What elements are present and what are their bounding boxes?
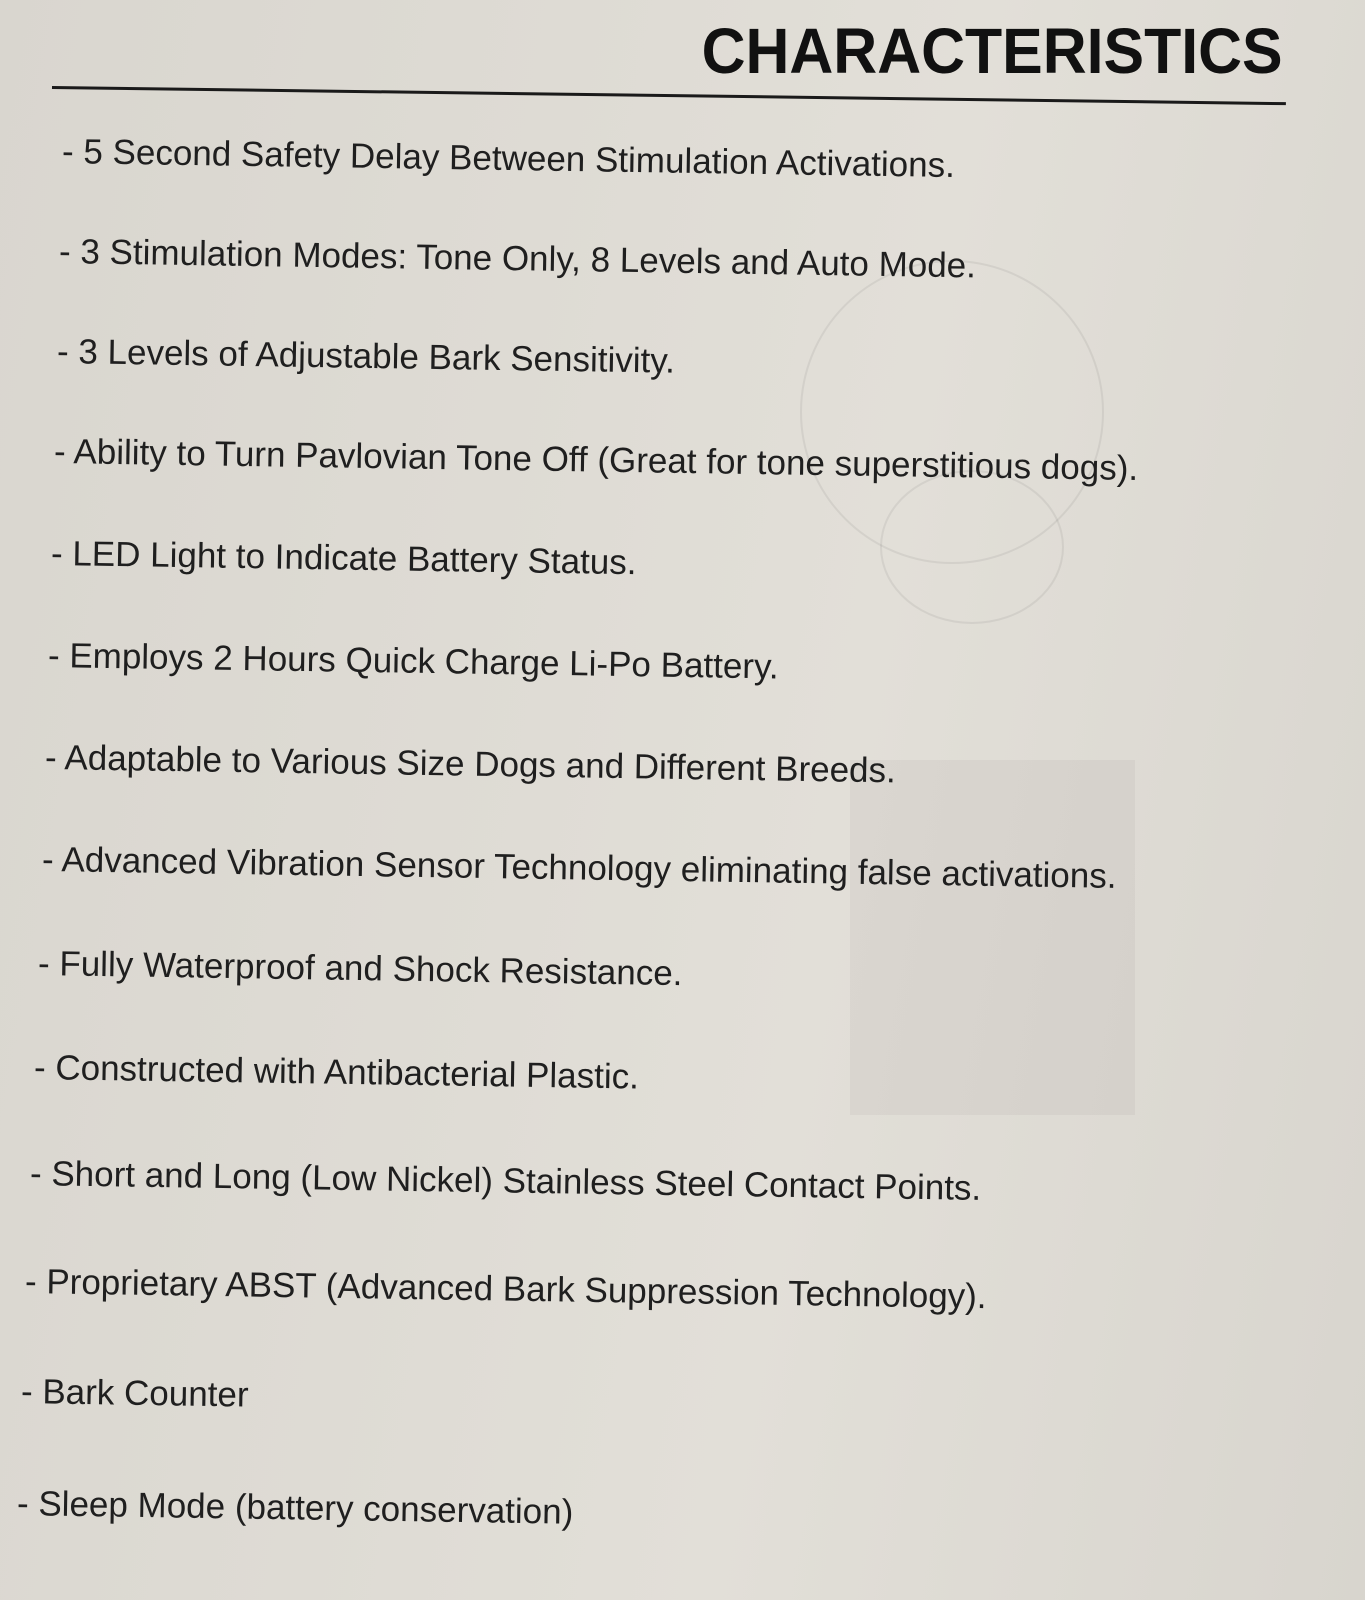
list-item: - Ability to Turn Pavlovian Tone Off (Great for tone superstitious dogs). xyxy=(53,432,1139,489)
page-title: CHARACTERISTICS xyxy=(702,15,1283,87)
list-item: - 5 Second Safety Delay Between Stimulation Activations. xyxy=(61,132,956,186)
list-item: - Short and Long (Low Nickel) Stainless Steel Contact Points. xyxy=(29,1154,982,1208)
list-item: - Fully Waterproof and Shock Resistance. xyxy=(37,944,683,994)
list-item: - Advanced Vibration Sensor Technology eliminating false activations. xyxy=(41,840,1117,896)
list-item: - LED Light to Indicate Battery Status. xyxy=(50,534,637,583)
list-item: - Constructed with Antibacterial Plastic. xyxy=(33,1048,640,1097)
list-item: - Sleep Mode (battery conservation) xyxy=(16,1484,574,1532)
list-item: - Bark Counter xyxy=(20,1372,249,1415)
list-item: - Adaptable to Various Size Dogs and Different Breeds. xyxy=(44,738,897,791)
list-item: - Employs 2 Hours Quick Charge Li-Po Battery. xyxy=(47,636,779,687)
list-item: - 3 Levels of Adjustable Bark Sensitivity. xyxy=(56,332,676,381)
list-item: - Proprietary ABST (Advanced Bark Suppression Technology). xyxy=(24,1262,987,1317)
list-item: - 3 Stimulation Modes: Tone Only, 8 Levels and Auto Mode. xyxy=(58,232,977,286)
